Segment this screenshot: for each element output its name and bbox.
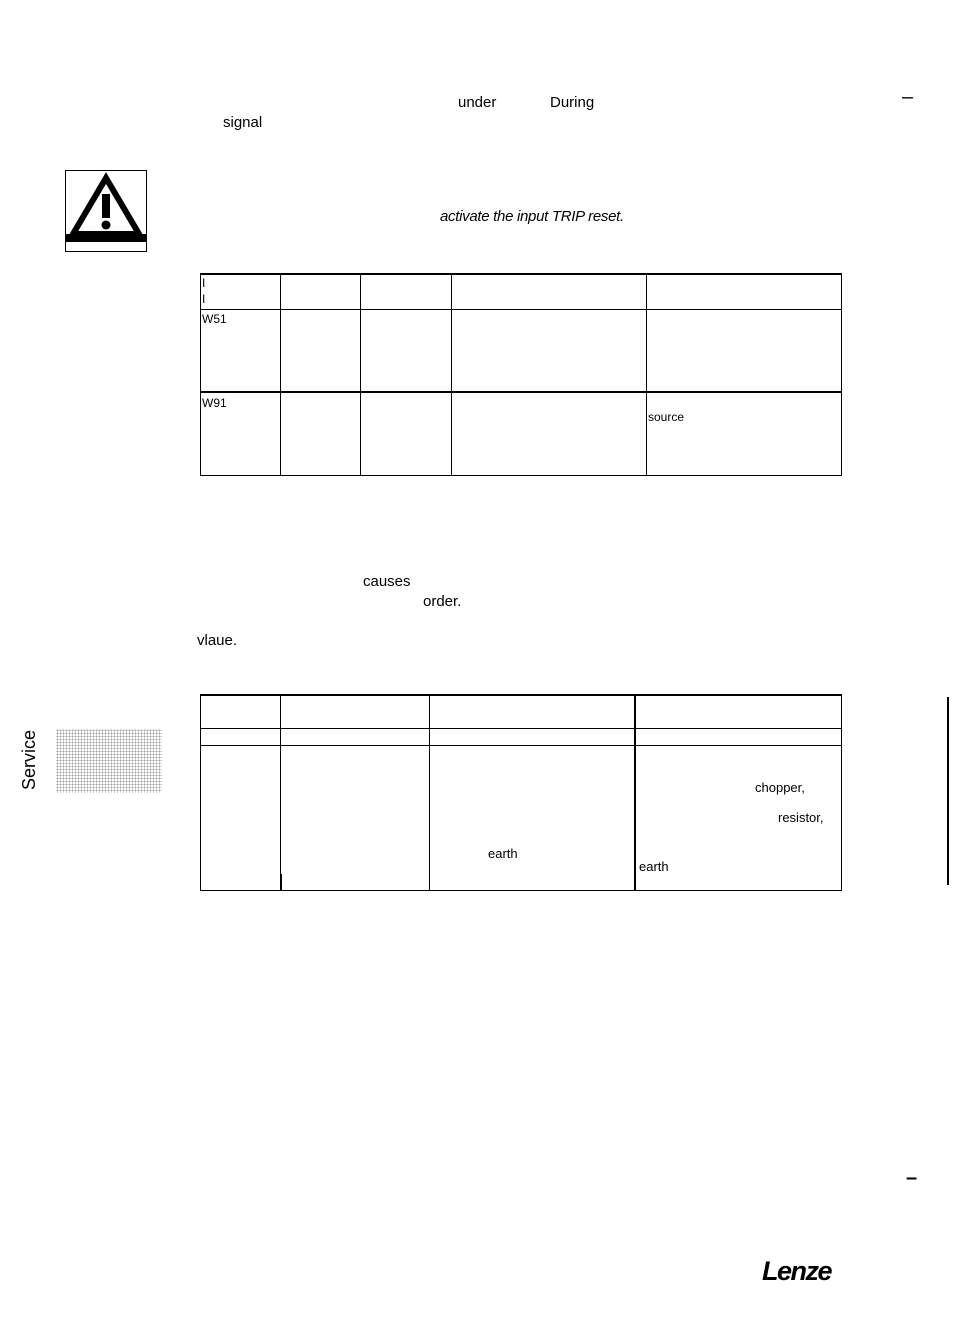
t2-header-border	[200, 728, 842, 729]
t2-row-border	[200, 745, 842, 746]
margin-bar	[947, 697, 949, 885]
t2-col-line-1	[280, 694, 281, 891]
text-signal: signal	[223, 114, 263, 131]
warning-triangle-icon	[65, 170, 147, 252]
t2-bold-tick	[280, 874, 282, 890]
t2-top-border	[200, 694, 842, 696]
t1-bottom-border	[200, 475, 842, 476]
text-vlaue: vlaue.	[197, 632, 238, 649]
t1-row-code: W91	[202, 396, 227, 410]
t1-header-mark: I	[202, 292, 206, 306]
t2-col-line-4	[841, 694, 842, 891]
warning-box	[65, 170, 147, 252]
t1-row-border	[200, 391, 842, 393]
text-during: During	[550, 94, 595, 111]
sidebar-dot-pattern	[56, 729, 162, 793]
t2-col-line-0	[200, 694, 201, 891]
t2-bottom-border	[200, 890, 842, 891]
t2-cell-chopper: chopper,	[755, 780, 805, 795]
t1-col-line-1	[280, 273, 281, 476]
t1-col-line-2	[360, 273, 361, 476]
text-causes: causes	[363, 573, 411, 590]
text-under: under	[458, 94, 497, 111]
brand-logo: Lenze	[762, 1256, 832, 1286]
warning-text: activate the input TRIP reset.	[440, 208, 624, 225]
text-order: order.	[423, 593, 462, 610]
t2-cell-earth: earth	[488, 846, 518, 861]
t1-col-line-5	[841, 273, 842, 476]
t1-top-border	[200, 273, 842, 275]
t1-col-line-0	[200, 273, 201, 476]
footer-mark: –	[906, 1167, 918, 1189]
t1-row-code: W51	[202, 312, 227, 326]
t2-col-line-3	[634, 694, 636, 891]
t2-col-line-2	[429, 694, 430, 891]
t2-cell-resistor: resistor,	[778, 810, 824, 825]
t1-col-line-3	[451, 273, 452, 476]
t1-col-line-4	[646, 273, 647, 476]
t1-cell-source: source	[648, 410, 685, 424]
sidebar-service-label: Service	[19, 729, 39, 790]
top-dash: –	[902, 86, 914, 108]
t2-cell-earth-2: earth	[639, 859, 669, 874]
t1-header-mark: I	[202, 276, 206, 290]
t1-header-border	[200, 309, 842, 310]
